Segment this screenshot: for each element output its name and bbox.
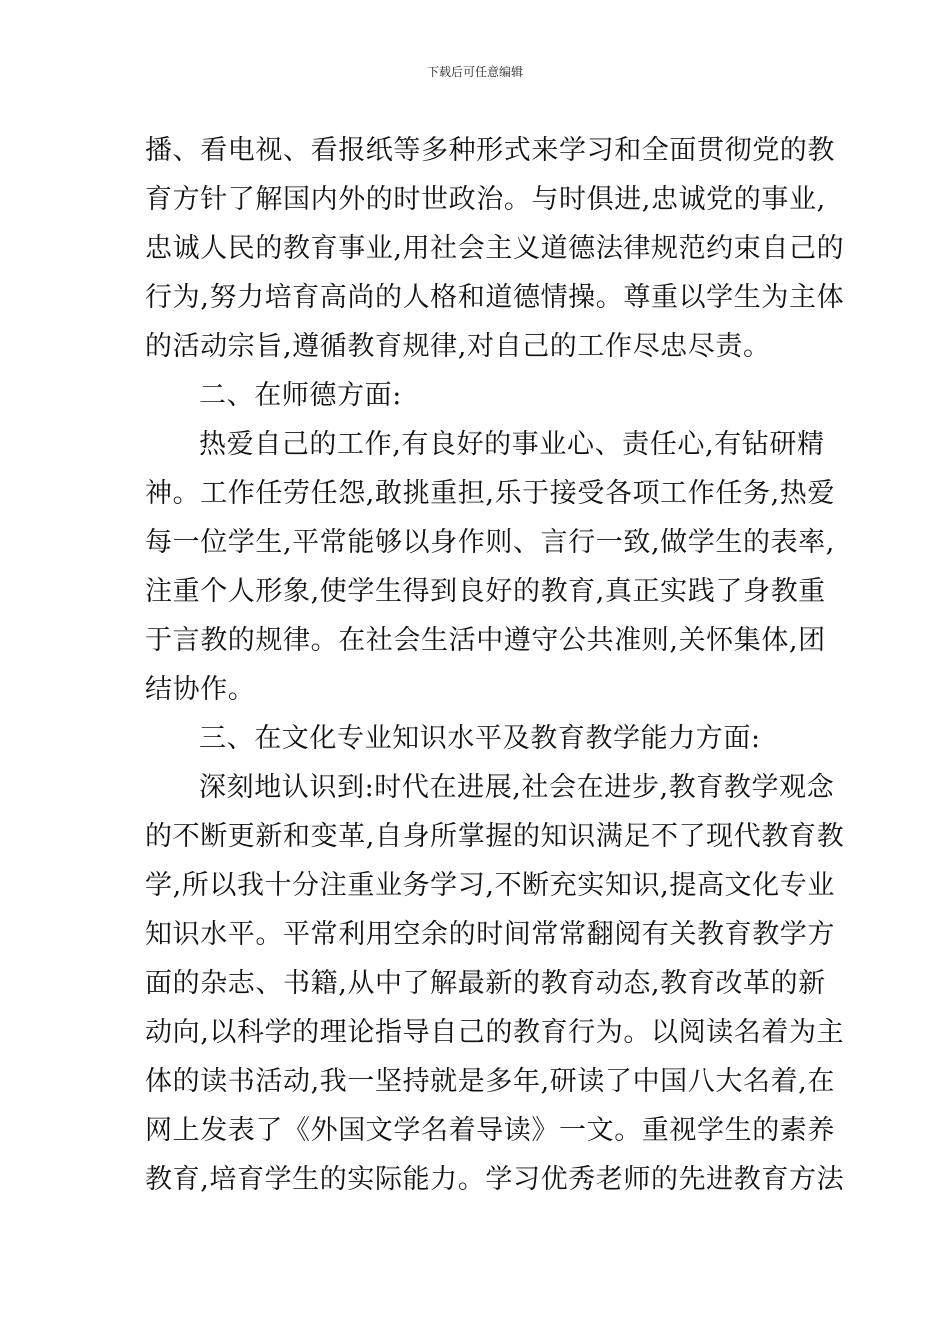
paragraph-line: 育方针了解国内外的时世政治。与时俱进,忠诚党的事业, <box>145 184 826 215</box>
document-body <box>145 126 845 1204</box>
paragraph-line: 网上发表了《外国文学名着导读》一文。重视学生的素养 <box>145 1115 835 1146</box>
paragraph-line: 面的杂志、书籍,从中了解最新的教育动态,教育改革的新 <box>145 968 826 999</box>
paragraph-line: 教育,培育学生的实际能力。学习优秀老师的先进教育方法 <box>145 1164 845 1195</box>
paragraph-line: 体的读书活动,我一坚持就是多年,研读了中国八大名着,在 <box>145 1066 835 1097</box>
paragraph-line: 热爱自己的工作,有良好的事业心、责任心,有钻研精 <box>199 429 825 460</box>
paragraph-line: 行为,努力培育高尚的人格和道德情操。尊重以学生为主体 <box>145 282 845 313</box>
paragraph-line: 深刻地认识到:时代在进展,社会在进步,教育教学观念 <box>199 772 835 803</box>
paragraph-line: 结协作。 <box>145 674 256 705</box>
section-heading: 二、在师德方面: <box>199 380 402 411</box>
paragraph-line: 注重个人形象,使学生得到良好的教育,真正实践了身教重 <box>145 576 826 607</box>
page-header: 下载后可任意编辑 <box>426 65 523 79</box>
paragraph-line: 的活动宗旨,遵循教育规律,对自己的工作尽忠尽责。 <box>145 331 771 362</box>
paragraph-line: 忠诚人民的教育事业,用社会主义道德法律规范约束自己的 <box>145 233 845 264</box>
paragraph-line: 的不断更新和变革,自身所掌握的知识满足不了现代教育教 <box>145 821 845 852</box>
paragraph-line: 于言教的规律。在社会生活中遵守公共准则,关怀集体,团 <box>145 625 826 656</box>
section-heading: 三、在文化专业知识水平及教育教学能力方面: <box>199 723 761 754</box>
paragraph-line: 播、看电视、看报纸等多种形式来学习和全面贯彻党的教 <box>145 135 835 166</box>
paragraph-line: 神。工作任劳任怨,敢挑重担,乐于接受各项工作任务,热爱 <box>145 478 835 509</box>
paragraph-line: 知识水平。平常利用空余的时间常常翻阅有关教育教学方 <box>145 919 835 950</box>
paragraph-line: 动向,以科学的理论指导自己的教育行为。以阅读名着为主 <box>145 1017 845 1048</box>
paragraph-line: 学,所以我十分注重业务学习,不断充实知识,提高文化专业 <box>145 870 835 901</box>
paragraph-line: 每一位学生,平常能够以身作则、言行一致,做学生的表率, <box>145 527 835 558</box>
